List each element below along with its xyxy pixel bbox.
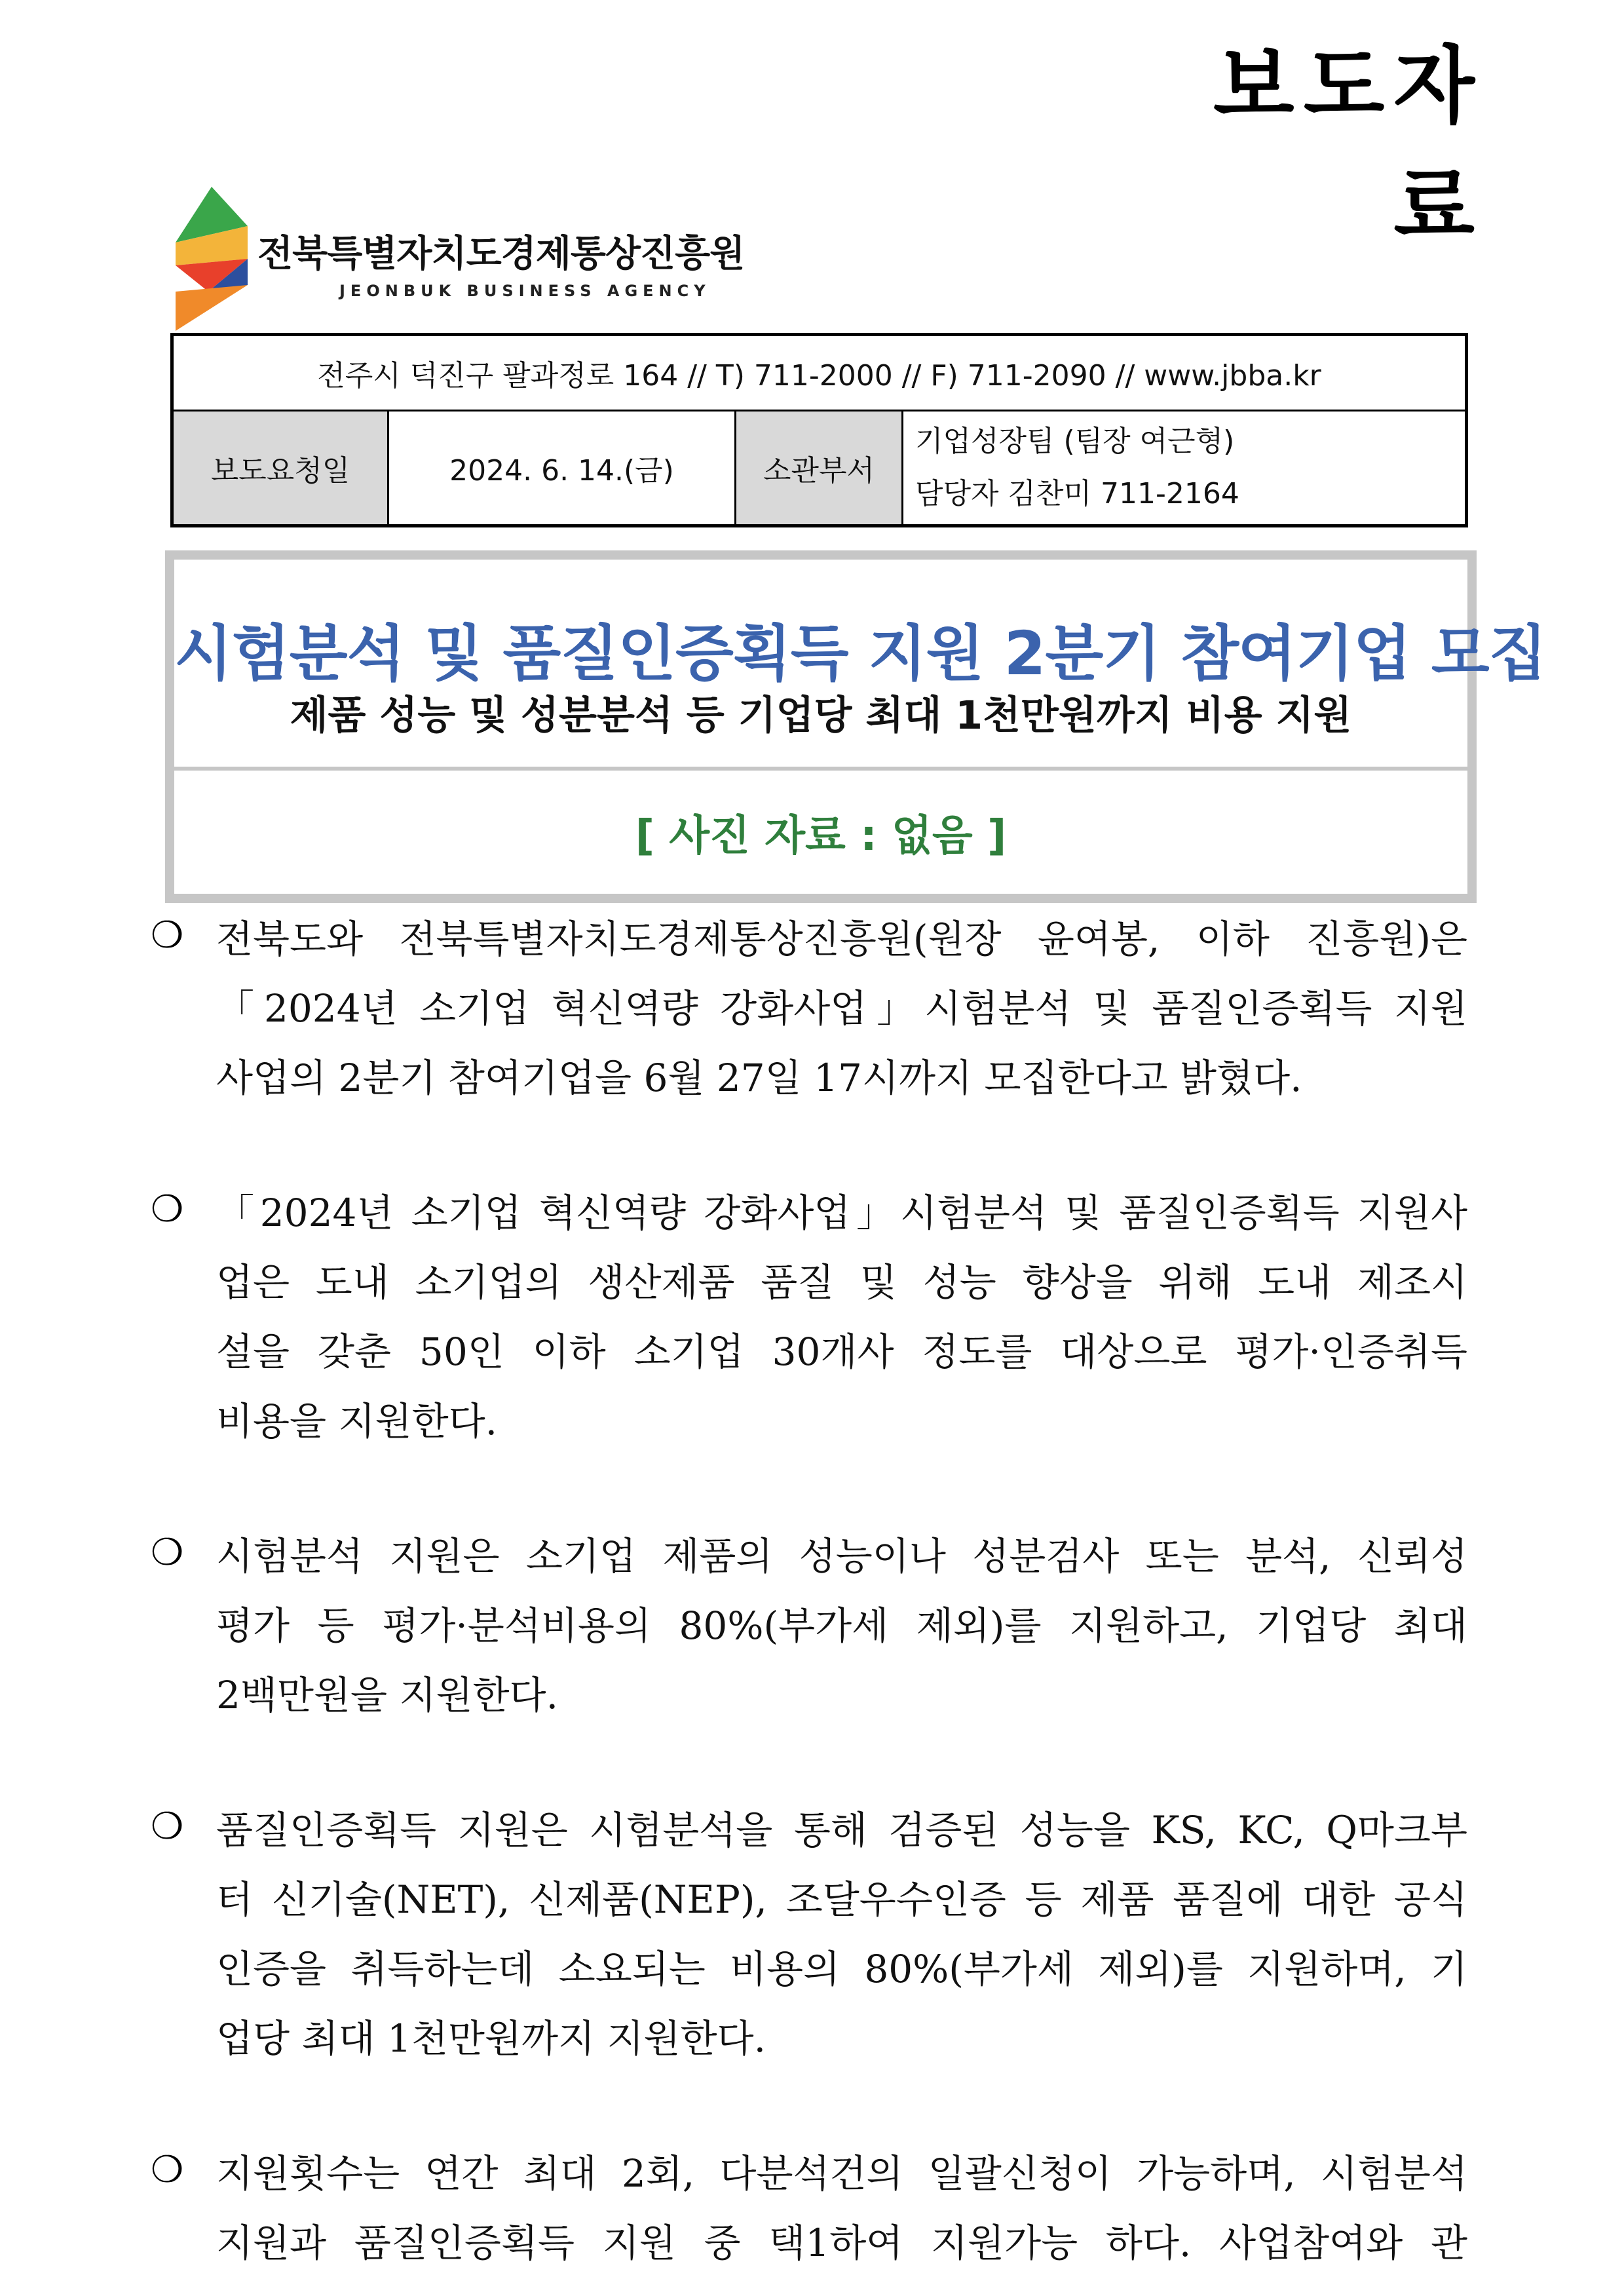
article-body xyxy=(151,904,1467,2278)
headline-top xyxy=(174,560,1547,771)
release-date-label: 보도요청일 xyxy=(172,411,388,526)
org-name: 전북특별자치도경제통상진흥원 xyxy=(257,233,745,275)
paragraph-line: 2백만원을 지원한다. xyxy=(216,1673,558,1717)
paragraph-line: 전북도와 전북특별자치도경제통상진흥원(원장 윤여봉, 이하 진흥원)은 xyxy=(216,917,1467,961)
paragraph-line: 설을 갖춘 50인 이하 소기업 30개사 정도를 대상으로 평가·인증취득 xyxy=(216,1330,1467,1374)
headline-box xyxy=(165,550,1547,903)
release-info-table xyxy=(170,333,1468,527)
paragraph-line: 평가 등 평가·분석비용의 80%(부가세 제외)를 지원하고, 기업당 최대 xyxy=(216,1603,1467,1648)
paragraph-line: 터 신기술(NET), 신제품(NEP), 조달우수인증 등 제품 품질에 대한 공식 xyxy=(216,1877,1467,1922)
paragraph-line: 비용을 지원한다. xyxy=(216,1399,498,1444)
paragraph-line: 사업의 2분기 참여기업을 6월 27일 17시까지 모집한다고 밝혔다. xyxy=(216,1056,1302,1100)
paragraph-line: 업은 도내 소기업의 생산제품 품질 및 성능 향상을 위해 도내 제조시 xyxy=(216,1260,1467,1305)
paragraph-line: 지원과 품질인증획득 지원 중 택1하여 지원가능 하다. 사업참여와 관 xyxy=(216,2221,1467,2265)
paragraph-line: 「2024년 소기업 혁신역량 강화사업」시험분석 및 품질인증획득 지원사 xyxy=(216,1191,1467,1235)
press-release-label: 보도자료 xyxy=(1213,37,1484,256)
paragraph-line: 「2024년 소기업 혁신역량 강화사업」시험분석 및 품질인증획득 지원 xyxy=(216,986,1467,1031)
paragraph-line: 지원횟수는 연간 최대 2회, 다분석건의 일괄신청이 가능하며, 시험분석 xyxy=(216,2151,1467,2196)
paragraph-1 xyxy=(151,904,1467,1113)
release-date-value: 2024. 6. 14.(금) xyxy=(388,411,736,526)
department-label: 소관부서 xyxy=(736,411,903,526)
department-contact: 담당자 김찬미 711-2164 xyxy=(915,477,1239,510)
circle-bullet-icon: ❍ xyxy=(151,1188,184,1231)
paragraph-line: 시험분석 지원은 소기업 제품의 성능이나 성분검사 또는 분석, 신뢰성 xyxy=(216,1534,1467,1578)
circle-bullet-icon: ❍ xyxy=(151,914,184,957)
circle-bullet-icon: ❍ xyxy=(151,1531,184,1574)
paragraph-line: 인증을 취득하는데 소요되는 비용의 80%(부가세 제외)를 지원하며, 기 xyxy=(216,1947,1467,1991)
contact-line: 전주시 덕진구 팔과정로 164 // T) 711-2000 // F) 711-2090 // www.jbba.kr xyxy=(172,335,1467,411)
department-team: 기업성장팀 (팀장 여근형) xyxy=(915,425,1235,458)
circle-bullet-icon: ❍ xyxy=(151,1805,184,1848)
department-value xyxy=(903,411,1467,526)
paragraph-line: 품질인증획득 지원은 시험분석을 통해 검증된 성능을 KS, KC, Q마크부 xyxy=(216,1808,1467,1852)
org-logo xyxy=(176,187,745,331)
circle-bullet-icon: ❍ xyxy=(151,2149,184,2191)
org-name-english: JEONBUK BUSINESS AGENCY xyxy=(339,282,711,300)
paragraph-5 xyxy=(151,2139,1467,2278)
paragraph-3 xyxy=(151,1521,1467,1730)
paragraph-4 xyxy=(151,1795,1467,2073)
headline-title: 시험분석 및 품질인증획득 지원 2분기 참여기업 모집 xyxy=(174,619,1547,689)
org-logo-icon xyxy=(176,187,248,331)
paragraph-2 xyxy=(151,1178,1467,1456)
photo-note: [ 사진 자료 : 없음 ] xyxy=(635,812,1007,860)
paragraph-line: 업당 최대 1천만원까지 지원한다. xyxy=(216,2016,766,2061)
headline-subtitle: 제품 성능 및 성분분석 등 기업당 최대 1천만원까지 비용 지원 xyxy=(290,693,1352,738)
